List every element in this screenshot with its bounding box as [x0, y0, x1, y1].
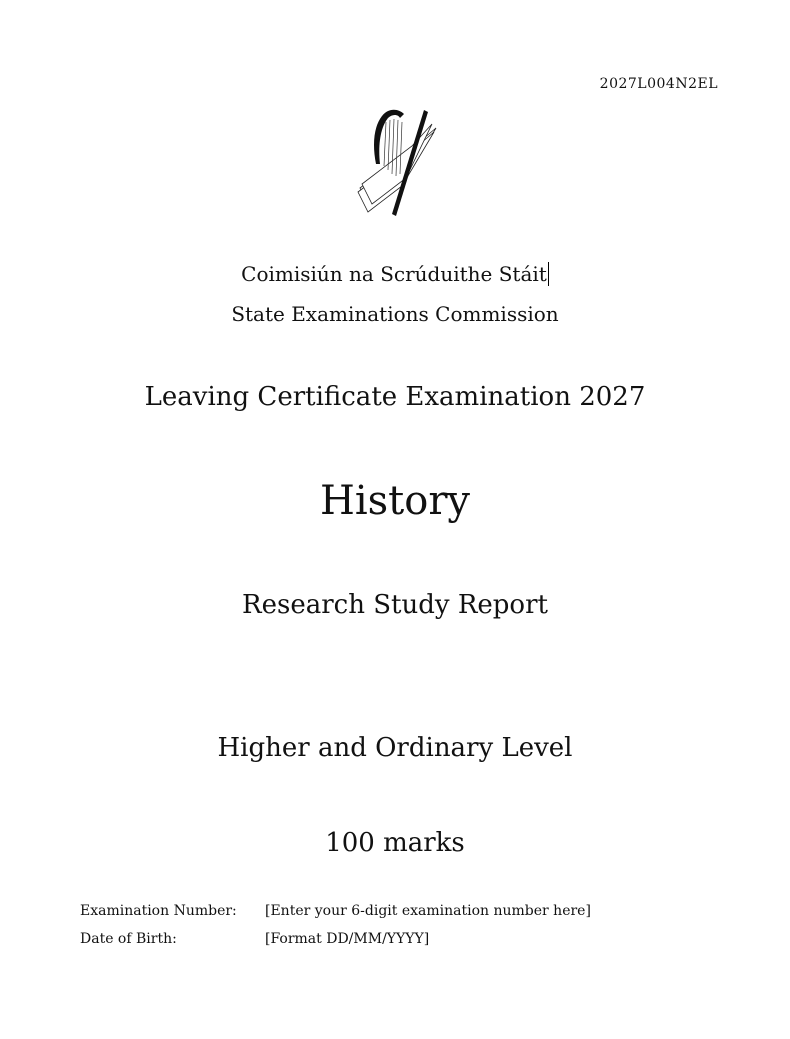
org-name-english: State Examinations Commission — [231, 302, 559, 326]
exam-number-row — [80, 903, 591, 919]
dob-row — [80, 931, 429, 947]
total-marks: 100 marks — [325, 828, 465, 858]
exam-title: Leaving Certificate Examination 2027 — [144, 382, 646, 412]
exam-code: 2027L004N2EL — [599, 76, 718, 92]
exam-number-field[interactable]: [Enter your 6-digit examination number here] — [265, 903, 591, 919]
exam-number-label: Examination Number: — [80, 903, 237, 919]
dob-label: Date of Birth: — [80, 931, 177, 947]
exam-level: Higher and Ordinary Level — [217, 733, 573, 763]
paper-type: Research Study Report — [242, 590, 548, 620]
org-name-irish: Coimisiún na Scrúduithe Stáit — [241, 262, 547, 286]
harp-book-crest-icon — [352, 104, 438, 220]
subject-title: History — [319, 478, 471, 524]
dob-field[interactable]: [Format DD/MM/YYYY] — [265, 931, 430, 947]
text-caret — [548, 262, 549, 286]
